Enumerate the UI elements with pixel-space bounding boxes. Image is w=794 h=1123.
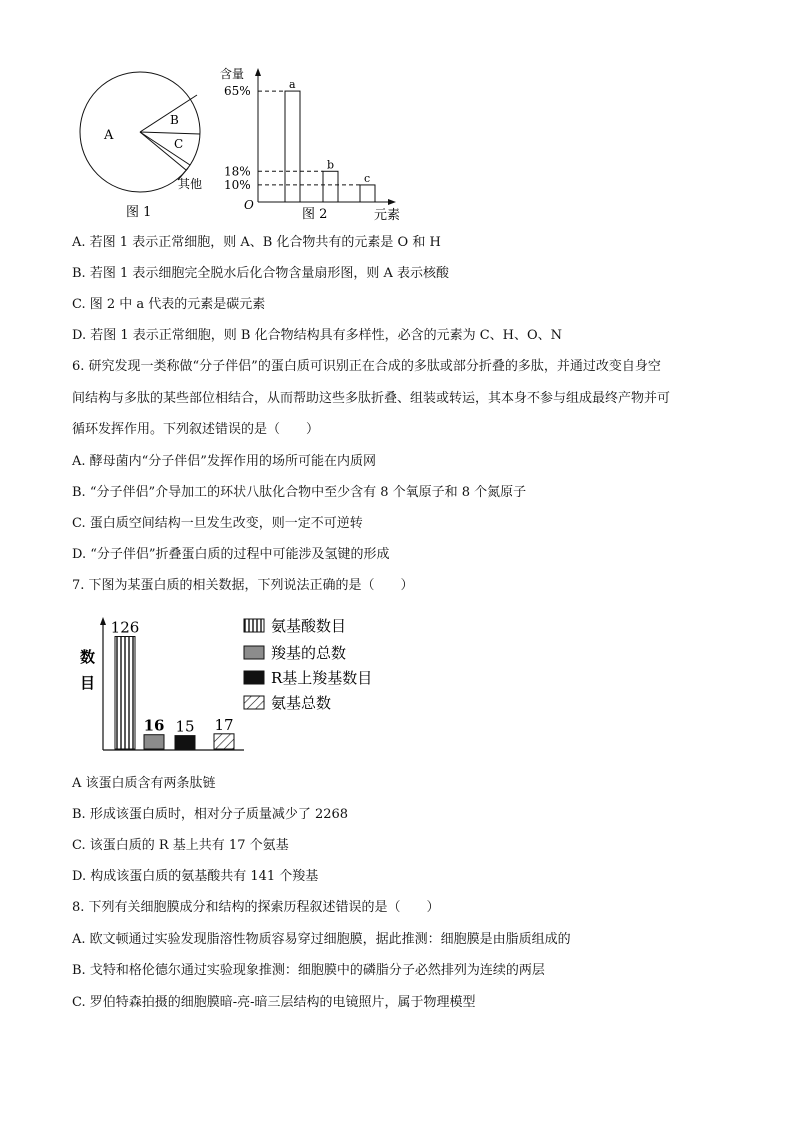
- q7-bar-value-label: 15: [175, 717, 195, 736]
- fig2-caption: 图 2: [302, 207, 328, 222]
- q5-option-c: C. 图 2 中 a 代表的元素是碳元素: [72, 297, 266, 312]
- fig2-origin: O: [244, 198, 254, 212]
- q8-option-c: C. 罗伯特森拍摄的细胞膜暗-亮-暗三层结构的电镜照片，属于物理模型: [72, 995, 476, 1010]
- pie-label-a: A: [104, 128, 114, 143]
- q7-bar-1: [115, 637, 135, 750]
- figure2-bar-chart: [210, 62, 410, 227]
- fig2-ytick-label: 65%: [224, 84, 251, 99]
- q6-stem-line-2: 间结构与多肽的某些部位相结合，从而帮助这些多肽折叠、组装或转运，其本身不参与组成最终产物并可: [72, 391, 671, 406]
- q7-stem: 7. 下图为某蛋白质的相关数据，下列说法正确的是（ ）: [72, 578, 414, 593]
- q7-legend-swatch: [244, 646, 264, 659]
- q8-option-a: A. 欧文顿通过实验发现脂溶性物质容易穿过细胞膜，据此推测：细胞膜是由脂质组成的: [72, 932, 571, 947]
- q7-ylabel-char1: 数: [80, 648, 96, 666]
- q7-ylabel-char2: 目: [80, 674, 96, 692]
- q8-stem: 8. 下列有关细胞膜成分和结构的探索历程叙述错误的是（ ）: [72, 900, 440, 915]
- pie-divider-a-b: [140, 95, 197, 132]
- fig2-bar-label: c: [364, 171, 371, 185]
- pie-label-other: 其他: [178, 177, 203, 191]
- q7-bar-2: [144, 735, 164, 749]
- q6-option-b: B. “分子伴侣”介导加工的环状八肽化合物中至少含有 8 个氧原子和 8 个氮原子: [72, 485, 527, 500]
- q6-stem-line-3: 循环发挥作用。下列叙述错误的是（ ）: [72, 422, 320, 437]
- q7-legend-swatch: [244, 696, 264, 709]
- q7-bar-3: [175, 736, 195, 749]
- q7-legend-swatch: [244, 619, 264, 632]
- fig2-bar-label: b: [327, 158, 335, 172]
- q7-legend-label: 羧基的总数: [271, 644, 347, 662]
- q6-option-a: A. 酵母菌内“分子伴侣”发挥作用的场所可能在内质网: [72, 454, 376, 469]
- fig2-ylabel: 含量: [220, 67, 245, 81]
- figure1-pie-chart: [70, 64, 220, 224]
- q7-bar-value-label: 16: [143, 716, 165, 735]
- figure1-caption: 图 1: [126, 205, 152, 220]
- q7-legend-swatch: [244, 671, 264, 684]
- q7-option-d: D. 构成该蛋白质的氨基酸共有 141 个羧基: [72, 869, 319, 884]
- q7-bar-4: [214, 734, 234, 749]
- fig2-bar-label: a: [289, 78, 296, 92]
- pie-label-b: B: [170, 113, 179, 127]
- fig2-y-arrow: [255, 68, 261, 76]
- q7-y-arrow: [100, 617, 106, 625]
- pie-label-c: C: [174, 137, 184, 151]
- pie-divider-b-c: [140, 132, 200, 134]
- fig2-xlabel: 元素: [374, 208, 401, 223]
- q7-option-c: C. 该蛋白质的 R 基上共有 17 个氨基: [72, 838, 289, 853]
- q7-option-b: B. 形成该蛋白质时，相对分子质量减少了 2268: [72, 807, 349, 822]
- q7-bar-chart: [72, 612, 392, 762]
- fig2-ytick-label: 18%: [224, 164, 251, 179]
- q7-legend-label: 氨基酸数目: [271, 617, 347, 635]
- q5-option-a: A. 若图 1 表示正常细胞，则 A、B 化合物共有的元素是 O 和 H: [72, 235, 441, 250]
- q6-stem-line-1: 6. 研究发现一类称做“分子伴侣”的蛋白质可识别正在合成的多肽或部分折叠的多肽，并通过改变自身空: [72, 359, 661, 374]
- fig2-bar-b: [323, 171, 338, 202]
- q7-legend-label: 氨基总数: [271, 694, 332, 712]
- q5-option-b: B. 若图 1 表示细胞完全脱水后化合物含量扇形图，则 A 表示核酸: [72, 266, 450, 281]
- fig2-ytick-label: 10%: [224, 177, 251, 192]
- q5-option-d: D. 若图 1 表示正常细胞，则 B 化合物结构具有多样性，必含的元素为 C、H、O、N: [72, 328, 563, 343]
- fig2-bar-c: [360, 185, 375, 202]
- fig2-x-arrow: [388, 199, 396, 205]
- q7-bar-value-label: 126: [110, 618, 140, 637]
- q7-bar-value-label: 17: [214, 715, 234, 734]
- q6-option-d: D. “分子伴侣”折叠蛋白质的过程中可能涉及氢键的形成: [72, 547, 390, 562]
- q6-option-c: C. 蛋白质空间结构一旦发生改变，则一定不可逆转: [72, 516, 363, 531]
- q8-option-b: B. 戈特和格伦德尔通过实验现象推测：细胞膜中的磷脂分子必然排列为连续的两层: [72, 963, 545, 978]
- q7-option-a: A 该蛋白质含有两条肽链: [72, 776, 216, 791]
- q7-legend-label: R基上羧基数目: [271, 669, 373, 687]
